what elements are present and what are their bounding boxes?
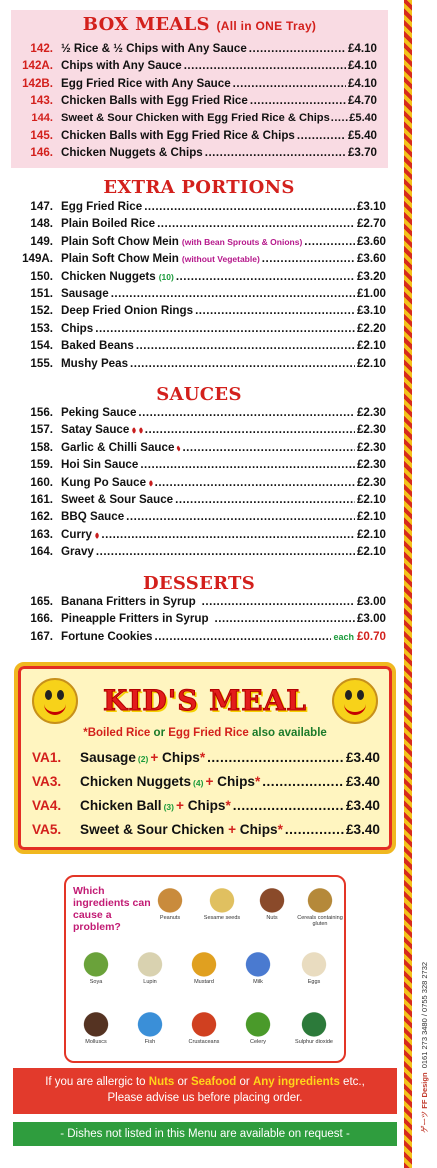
allergen-label: Lupin (143, 979, 157, 985)
menu-item: 150. Chicken Nuggets (10) ..... £3.20 (11, 270, 386, 287)
menu-item: 149A. Plain Soft Chow Mein (without Vegetable) ..... £3.60 (11, 252, 386, 269)
allergen-item (70, 1009, 122, 1045)
allergy-notice: If you are allergic to Nuts or Seafood or Any ingredients etc., Please advise us before placing order. (13, 1068, 397, 1114)
lupin-icon (135, 949, 165, 977)
box-meals-subtitle: (All in ONE Tray) (216, 19, 317, 33)
chilli-icon (176, 445, 181, 451)
wheat-icon (305, 885, 335, 913)
allergen-label: Cereals containing gluten (297, 915, 343, 927)
box-meals-title: BOX MEALS (All in ONE Tray) (82, 14, 317, 35)
menu-item: 166. Pineapple Fritters in Syrup ..... £3.00 (11, 612, 386, 629)
allergen-item (232, 1009, 284, 1045)
celery-icon (243, 1009, 273, 1037)
allergen-item (178, 949, 230, 985)
allergen-item (196, 885, 248, 921)
menu-item: 142A. Chips with Any Sauce ..... £4.10 (11, 59, 377, 76)
menu-item: 157. Satay Sauce ..... £2.30 (11, 423, 386, 440)
allergen-label: Soya (89, 979, 103, 985)
allergen-item (294, 885, 346, 927)
bottle-icon (299, 1009, 329, 1037)
allergen-label: Nuts (266, 915, 278, 921)
menu-item: 146. Chicken Nuggets & Chips ..... £3.70 (11, 146, 377, 163)
allergen-item (288, 949, 340, 985)
menu-item: 159. Hoi Sin Sauce ..... £2.30 (11, 458, 386, 475)
chilli-icon (94, 532, 101, 539)
allergen-item (144, 885, 196, 921)
kids-meal-item: VA4. Chicken Ball (3) + Chips * ..... £3.40 (32, 798, 380, 822)
menu-item: 149. Plain Soft Chow Mein (with Bean Sprouts & Onions) ..... £3.60 (11, 235, 386, 252)
allergen-item (288, 1009, 340, 1045)
allergen-label: Peanuts (159, 915, 181, 921)
menu-item: 160. Kung Po Sauce ..... £2.30 (11, 476, 386, 493)
kids-meal-box (14, 662, 396, 854)
soya-icon (81, 949, 111, 977)
allergen-label: Fish (144, 1039, 156, 1045)
menu-item: 147. Egg Fried Rice ..... £3.10 (11, 200, 386, 217)
menu-item: 156. Peking Sauce ..... £2.30 (11, 406, 386, 423)
footer-note: - Dishes not listed in this Menu are available on request - (13, 1122, 397, 1146)
menu-item: 152. Deep Fried Onion Rings ..... £3.10 (11, 304, 386, 321)
kids-meal-list (32, 750, 380, 846)
chilli-icon (148, 480, 154, 486)
sesame-icon (207, 885, 237, 913)
allergen-item (232, 949, 284, 985)
item-note: (with Bean Sprouts & Onions) (181, 236, 303, 247)
allergen-item (124, 1009, 176, 1045)
item-note: (without Vegetable) (181, 254, 260, 265)
menu-item: 154. Baked Beans ..... £2.10 (11, 339, 386, 356)
crab-icon (189, 1009, 219, 1037)
decorative-border (404, 0, 412, 1168)
chilli-icon (138, 428, 144, 434)
desserts-list (11, 595, 386, 647)
item-count: (10) (158, 271, 174, 282)
allergen-item (178, 1009, 230, 1045)
mollusc-icon (81, 1009, 111, 1037)
menu-item: 155. Mushy Peas ..... £2.10 (11, 357, 386, 374)
allergen-item (124, 949, 176, 985)
menu-item: 145. Chicken Balls with Egg Fried Rice & Chips ..... £5.40 (11, 129, 377, 146)
extra-portions-list (11, 200, 386, 374)
allergen-item (70, 949, 122, 985)
sauces-title: SAUCES (156, 384, 242, 405)
menu-item: 142B. Egg Fried Rice with Any Sauce ..... £4.10 (11, 77, 377, 94)
allergen-label: Sesame seeds (203, 915, 241, 921)
allergen-label: Crustaceans (188, 1039, 220, 1045)
menu-item: 163. Curry ..... £2.10 (11, 528, 386, 545)
designer-credit: ゲーツ FF Design 0161 273 3480 / 0755 328 2732 (420, 961, 429, 1133)
allergen-label: Molluscs (85, 1039, 107, 1045)
allergen-title: Which ingredients can cause a problem? (73, 885, 151, 933)
mustard-icon (189, 949, 219, 977)
milk-icon (243, 949, 273, 977)
menu-item: 151. Sausage ..... £1.00 (11, 287, 386, 304)
box-meals-section (11, 10, 388, 168)
desserts-title: DESSERTS (142, 573, 256, 594)
menu-item: 143. Chicken Balls with Egg Fried Rice ..... £4.70 (11, 94, 377, 111)
allergen-label: Celery (250, 1039, 266, 1045)
kids-meal-item: VA5. Sweet & Sour Chicken + Chips * ..... £3.40 (32, 822, 380, 846)
kids-meal-item: VA1. Sausage (2) + Chips * ..... £3.40 (32, 750, 380, 774)
chilli-icon (131, 428, 137, 434)
extra-portions-title: EXTRA PORTIONS (103, 177, 295, 198)
kids-meal-item: VA3. Chicken Nuggets (4) + Chips * ..... £3.40 (32, 774, 380, 798)
menu-item: 144. Sweet & Sour Chicken with Egg Fried Rice & Chips ..... £5.40 (11, 112, 377, 129)
eggs-icon (299, 949, 329, 977)
menu-item: 158. Garlic & Chilli Sauce ..... £2.30 (11, 441, 386, 458)
menu-item: 162. BBQ Sauce ..... £2.10 (11, 510, 386, 527)
allergen-label: Mustard (194, 979, 214, 985)
menu-item: 167. Fortune Cookies ..... each £0.70 (11, 630, 386, 647)
menu-item: 165. Banana Fritters in Syrup ..... £3.00 (11, 595, 386, 612)
menu-item: 142. ½ Rice & ½ Chips with Any Sauce ..... £4.10 (11, 42, 377, 59)
menu-item: 161. Sweet & Sour Sauce ..... £2.10 (11, 493, 386, 510)
allergen-label: Eggs (307, 979, 321, 985)
kids-meal-title: KID'S MEAL (102, 684, 307, 717)
menu-item: 164. Gravy ..... £2.10 (11, 545, 386, 562)
allergen-label: Sulphur dioxide (295, 1039, 333, 1045)
allergen-item (246, 885, 298, 921)
kids-meal-subtitle: *Boiled Rice or Egg Fried Rice also available (83, 727, 327, 739)
allergen-label: Milk (253, 979, 263, 985)
fish-icon (135, 1009, 165, 1037)
sauces-list (11, 406, 386, 563)
each-label: each (333, 631, 354, 642)
nuts-icon (257, 885, 287, 913)
menu-item: 153. Chips ..... £2.20 (11, 322, 386, 339)
allergen-chart (64, 875, 346, 1063)
menu-item: 148. Plain Boiled Rice ..... £2.70 (11, 217, 386, 234)
peanut-icon (155, 885, 185, 913)
